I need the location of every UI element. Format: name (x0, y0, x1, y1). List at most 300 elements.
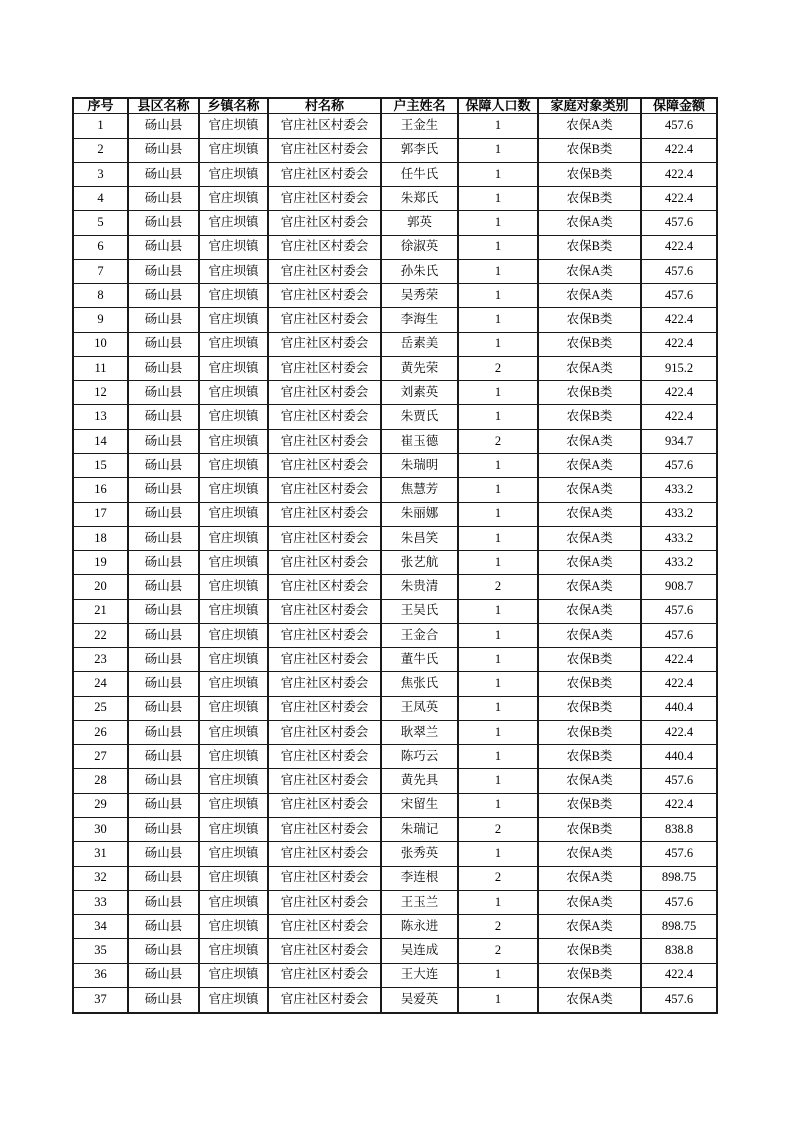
cell-householder: 李海生 (381, 308, 458, 332)
cell-village: 官庄社区村委会 (268, 478, 381, 502)
cell-index: 31 (73, 842, 128, 866)
cell-category: 农保A类 (538, 551, 641, 575)
cell-town: 官庄坝镇 (199, 235, 268, 259)
cell-category: 农保B类 (538, 720, 641, 744)
cell-amount: 422.4 (641, 672, 717, 696)
cell-village: 官庄社区村委会 (268, 672, 381, 696)
cell-town: 官庄坝镇 (199, 381, 268, 405)
cell-amount: 422.4 (641, 187, 717, 211)
cell-town: 官庄坝镇 (199, 818, 268, 842)
cell-amount: 457.6 (641, 890, 717, 914)
cell-householder: 王凤英 (381, 696, 458, 720)
table-row (73, 818, 717, 842)
cell-population: 1 (458, 162, 538, 186)
cell-index: 12 (73, 381, 128, 405)
cell-category: 农保A类 (538, 575, 641, 599)
cell-population: 1 (458, 187, 538, 211)
table-row (73, 769, 717, 793)
cell-population: 1 (458, 648, 538, 672)
cell-category: 农保A类 (538, 987, 641, 1013)
table-row (73, 405, 717, 429)
cell-village: 官庄社区村委会 (268, 429, 381, 453)
cell-town: 官庄坝镇 (199, 890, 268, 914)
cell-index: 4 (73, 187, 128, 211)
table-row (73, 939, 717, 963)
cell-population: 1 (458, 284, 538, 308)
cell-village: 官庄社区村委会 (268, 405, 381, 429)
cell-category: 农保A类 (538, 526, 641, 550)
cell-index: 22 (73, 623, 128, 647)
column-header-householder: 户主姓名 (381, 98, 458, 114)
cell-amount: 838.8 (641, 939, 717, 963)
cell-town: 官庄坝镇 (199, 672, 268, 696)
cell-town: 官庄坝镇 (199, 648, 268, 672)
cell-amount: 433.2 (641, 478, 717, 502)
cell-householder: 王金生 (381, 114, 458, 138)
cell-town: 官庄坝镇 (199, 987, 268, 1013)
cell-town: 官庄坝镇 (199, 720, 268, 744)
cell-amount: 457.6 (641, 623, 717, 647)
cell-category: 农保A类 (538, 284, 641, 308)
cell-population: 1 (458, 405, 538, 429)
cell-householder: 孙朱氏 (381, 259, 458, 283)
column-header-index: 序号 (73, 98, 128, 114)
cell-county: 砀山县 (128, 939, 199, 963)
table-row (73, 745, 717, 769)
cell-index: 23 (73, 648, 128, 672)
cell-amount: 457.6 (641, 211, 717, 235)
table-row (73, 429, 717, 453)
cell-population: 2 (458, 429, 538, 453)
cell-householder: 黄先荣 (381, 356, 458, 380)
cell-town: 官庄坝镇 (199, 308, 268, 332)
column-header-amount: 保障金额 (641, 98, 717, 114)
cell-amount: 422.4 (641, 235, 717, 259)
cell-householder: 王金合 (381, 623, 458, 647)
cell-county: 砀山县 (128, 987, 199, 1013)
cell-amount: 433.2 (641, 551, 717, 575)
cell-population: 1 (458, 793, 538, 817)
cell-population: 1 (458, 211, 538, 235)
cell-category: 农保A类 (538, 599, 641, 623)
cell-householder: 张秀英 (381, 842, 458, 866)
cell-householder: 吴秀荣 (381, 284, 458, 308)
cell-village: 官庄社区村委会 (268, 259, 381, 283)
cell-population: 1 (458, 987, 538, 1013)
cell-village: 官庄社区村委会 (268, 138, 381, 162)
table-row (73, 381, 717, 405)
cell-village: 官庄社区村委会 (268, 211, 381, 235)
cell-amount: 433.2 (641, 526, 717, 550)
cell-population: 2 (458, 915, 538, 939)
cell-amount: 934.7 (641, 429, 717, 453)
table-row (73, 793, 717, 817)
cell-category: 农保B类 (538, 381, 641, 405)
cell-category: 农保B类 (538, 235, 641, 259)
cell-householder: 陈永进 (381, 915, 458, 939)
cell-index: 32 (73, 866, 128, 890)
cell-population: 1 (458, 502, 538, 526)
cell-village: 官庄社区村委会 (268, 575, 381, 599)
cell-index: 11 (73, 356, 128, 380)
table-row (73, 672, 717, 696)
cell-village: 官庄社区村委会 (268, 526, 381, 550)
cell-householder: 焦张氏 (381, 672, 458, 696)
cell-amount: 433.2 (641, 502, 717, 526)
cell-village: 官庄社区村委会 (268, 235, 381, 259)
cell-county: 砀山县 (128, 478, 199, 502)
table-row (73, 720, 717, 744)
cell-amount: 457.6 (641, 114, 717, 138)
cell-index: 26 (73, 720, 128, 744)
cell-amount: 898.75 (641, 915, 717, 939)
cell-householder: 焦慧芳 (381, 478, 458, 502)
cell-county: 砀山县 (128, 866, 199, 890)
cell-householder: 王吴氏 (381, 599, 458, 623)
cell-householder: 朱瑞记 (381, 818, 458, 842)
cell-village: 官庄社区村委会 (268, 623, 381, 647)
cell-index: 5 (73, 211, 128, 235)
cell-town: 官庄坝镇 (199, 866, 268, 890)
cell-village: 官庄社区村委会 (268, 793, 381, 817)
cell-householder: 宋留生 (381, 793, 458, 817)
cell-category: 农保A类 (538, 623, 641, 647)
cell-amount: 422.4 (641, 793, 717, 817)
cell-village: 官庄社区村委会 (268, 162, 381, 186)
cell-householder: 郭英 (381, 211, 458, 235)
cell-town: 官庄坝镇 (199, 939, 268, 963)
cell-amount: 457.6 (641, 454, 717, 478)
table-row (73, 963, 717, 987)
cell-amount: 457.6 (641, 284, 717, 308)
table-row (73, 575, 717, 599)
cell-category: 农保B类 (538, 696, 641, 720)
cell-category: 农保B类 (538, 308, 641, 332)
cell-village: 官庄社区村委会 (268, 696, 381, 720)
table-row (73, 915, 717, 939)
cell-village: 官庄社区村委会 (268, 381, 381, 405)
cell-amount: 457.6 (641, 259, 717, 283)
table-row (73, 356, 717, 380)
cell-town: 官庄坝镇 (199, 284, 268, 308)
cell-village: 官庄社区村委会 (268, 284, 381, 308)
cell-householder: 朱昌笑 (381, 526, 458, 550)
cell-town: 官庄坝镇 (199, 356, 268, 380)
cell-category: 农保B类 (538, 187, 641, 211)
cell-householder: 朱贾氏 (381, 405, 458, 429)
cell-village: 官庄社区村委会 (268, 939, 381, 963)
cell-town: 官庄坝镇 (199, 162, 268, 186)
cell-index: 13 (73, 405, 128, 429)
cell-village: 官庄社区村委会 (268, 454, 381, 478)
cell-county: 砀山县 (128, 356, 199, 380)
cell-householder: 徐淑英 (381, 235, 458, 259)
cell-householder: 任牛氏 (381, 162, 458, 186)
table-row (73, 866, 717, 890)
table-row (73, 138, 717, 162)
cell-village: 官庄社区村委会 (268, 332, 381, 356)
cell-index: 8 (73, 284, 128, 308)
cell-population: 1 (458, 696, 538, 720)
cell-population: 1 (458, 672, 538, 696)
cell-county: 砀山县 (128, 551, 199, 575)
cell-county: 砀山县 (128, 259, 199, 283)
cell-index: 33 (73, 890, 128, 914)
cell-category: 农保A类 (538, 866, 641, 890)
cell-amount: 457.6 (641, 987, 717, 1013)
cell-village: 官庄社区村委会 (268, 963, 381, 987)
cell-index: 1 (73, 114, 128, 138)
cell-index: 7 (73, 259, 128, 283)
cell-village: 官庄社区村委会 (268, 356, 381, 380)
cell-village: 官庄社区村委会 (268, 818, 381, 842)
cell-town: 官庄坝镇 (199, 623, 268, 647)
cell-village: 官庄社区村委会 (268, 915, 381, 939)
cell-town: 官庄坝镇 (199, 599, 268, 623)
cell-town: 官庄坝镇 (199, 429, 268, 453)
cell-amount: 838.8 (641, 818, 717, 842)
cell-amount: 915.2 (641, 356, 717, 380)
cell-householder: 陈巧云 (381, 745, 458, 769)
cell-town: 官庄坝镇 (199, 963, 268, 987)
cell-index: 9 (73, 308, 128, 332)
cell-category: 农保A类 (538, 478, 641, 502)
cell-householder: 黄先具 (381, 769, 458, 793)
table-row (73, 284, 717, 308)
cell-county: 砀山县 (128, 672, 199, 696)
table-row (73, 890, 717, 914)
cell-population: 1 (458, 551, 538, 575)
cell-householder: 吴爱英 (381, 987, 458, 1013)
cell-village: 官庄社区村委会 (268, 890, 381, 914)
cell-town: 官庄坝镇 (199, 114, 268, 138)
cell-village: 官庄社区村委会 (268, 745, 381, 769)
cell-householder: 朱丽娜 (381, 502, 458, 526)
cell-index: 10 (73, 332, 128, 356)
cell-amount: 422.4 (641, 138, 717, 162)
cell-county: 砀山县 (128, 818, 199, 842)
cell-town: 官庄坝镇 (199, 526, 268, 550)
cell-index: 16 (73, 478, 128, 502)
cell-category: 农保B类 (538, 138, 641, 162)
cell-category: 农保A类 (538, 769, 641, 793)
cell-population: 1 (458, 963, 538, 987)
table-row (73, 599, 717, 623)
cell-householder: 李连根 (381, 866, 458, 890)
column-header-category: 家庭对象类别 (538, 98, 641, 114)
table-row (73, 259, 717, 283)
cell-village: 官庄社区村委会 (268, 551, 381, 575)
table-row (73, 162, 717, 186)
cell-index: 2 (73, 138, 128, 162)
cell-town: 官庄坝镇 (199, 551, 268, 575)
cell-index: 36 (73, 963, 128, 987)
cell-county: 砀山县 (128, 162, 199, 186)
cell-population: 1 (458, 138, 538, 162)
cell-category: 农保A类 (538, 211, 641, 235)
cell-index: 25 (73, 696, 128, 720)
table-header-row (73, 98, 717, 114)
table-row (73, 332, 717, 356)
cell-population: 1 (458, 745, 538, 769)
cell-population: 2 (458, 866, 538, 890)
cell-population: 1 (458, 478, 538, 502)
cell-amount: 457.6 (641, 769, 717, 793)
cell-amount: 422.4 (641, 162, 717, 186)
benefits-table (72, 97, 718, 1014)
cell-county: 砀山县 (128, 963, 199, 987)
cell-village: 官庄社区村委会 (268, 769, 381, 793)
cell-county: 砀山县 (128, 235, 199, 259)
cell-category: 农保B类 (538, 162, 641, 186)
cell-category: 农保B类 (538, 963, 641, 987)
column-header-county: 县区名称 (128, 98, 199, 114)
cell-amount: 898.75 (641, 866, 717, 890)
cell-index: 18 (73, 526, 128, 550)
cell-county: 砀山县 (128, 745, 199, 769)
cell-county: 砀山县 (128, 623, 199, 647)
table-body (73, 114, 717, 1013)
cell-population: 1 (458, 526, 538, 550)
cell-village: 官庄社区村委会 (268, 987, 381, 1013)
cell-index: 37 (73, 987, 128, 1013)
cell-index: 15 (73, 454, 128, 478)
cell-index: 3 (73, 162, 128, 186)
column-header-town: 乡镇名称 (199, 98, 268, 114)
cell-county: 砀山县 (128, 454, 199, 478)
cell-population: 1 (458, 235, 538, 259)
table-row (73, 696, 717, 720)
cell-index: 27 (73, 745, 128, 769)
table-row (73, 308, 717, 332)
cell-population: 1 (458, 720, 538, 744)
cell-amount: 908.7 (641, 575, 717, 599)
cell-county: 砀山县 (128, 332, 199, 356)
cell-householder: 朱瑞明 (381, 454, 458, 478)
cell-county: 砀山县 (128, 890, 199, 914)
cell-index: 17 (73, 502, 128, 526)
cell-town: 官庄坝镇 (199, 915, 268, 939)
cell-village: 官庄社区村委会 (268, 308, 381, 332)
cell-householder: 张艺航 (381, 551, 458, 575)
table-row (73, 478, 717, 502)
cell-householder: 王大连 (381, 963, 458, 987)
cell-amount: 422.4 (641, 648, 717, 672)
cell-category: 农保B类 (538, 745, 641, 769)
cell-village: 官庄社区村委会 (268, 648, 381, 672)
cell-category: 农保B类 (538, 793, 641, 817)
cell-category: 农保B类 (538, 405, 641, 429)
cell-index: 19 (73, 551, 128, 575)
cell-town: 官庄坝镇 (199, 696, 268, 720)
cell-county: 砀山县 (128, 381, 199, 405)
cell-population: 1 (458, 259, 538, 283)
cell-amount: 422.4 (641, 963, 717, 987)
cell-householder: 耿翠兰 (381, 720, 458, 744)
cell-town: 官庄坝镇 (199, 211, 268, 235)
cell-category: 农保A类 (538, 114, 641, 138)
column-header-population: 保障人口数 (458, 98, 538, 114)
cell-village: 官庄社区村委会 (268, 720, 381, 744)
cell-county: 砀山县 (128, 720, 199, 744)
cell-amount: 457.6 (641, 599, 717, 623)
cell-town: 官庄坝镇 (199, 454, 268, 478)
cell-town: 官庄坝镇 (199, 332, 268, 356)
table-row (73, 454, 717, 478)
cell-category: 农保B类 (538, 332, 641, 356)
cell-householder: 崔玉德 (381, 429, 458, 453)
table-row (73, 648, 717, 672)
cell-index: 29 (73, 793, 128, 817)
cell-amount: 422.4 (641, 308, 717, 332)
cell-householder: 刘素英 (381, 381, 458, 405)
cell-category: 农保A类 (538, 842, 641, 866)
table-row (73, 114, 717, 138)
cell-county: 砀山县 (128, 284, 199, 308)
cell-town: 官庄坝镇 (199, 793, 268, 817)
cell-householder: 岳素美 (381, 332, 458, 356)
cell-amount: 422.4 (641, 720, 717, 744)
table-row (73, 987, 717, 1013)
cell-population: 2 (458, 939, 538, 963)
cell-town: 官庄坝镇 (199, 187, 268, 211)
cell-householder: 郭李氏 (381, 138, 458, 162)
cell-county: 砀山县 (128, 187, 199, 211)
cell-householder: 吴连成 (381, 939, 458, 963)
cell-town: 官庄坝镇 (199, 769, 268, 793)
cell-index: 28 (73, 769, 128, 793)
cell-population: 2 (458, 818, 538, 842)
cell-town: 官庄坝镇 (199, 138, 268, 162)
cell-amount: 422.4 (641, 381, 717, 405)
cell-amount: 422.4 (641, 405, 717, 429)
cell-county: 砀山县 (128, 648, 199, 672)
cell-county: 砀山县 (128, 502, 199, 526)
cell-category: 农保A类 (538, 356, 641, 380)
cell-town: 官庄坝镇 (199, 502, 268, 526)
cell-village: 官庄社区村委会 (268, 502, 381, 526)
cell-village: 官庄社区村委会 (268, 187, 381, 211)
cell-town: 官庄坝镇 (199, 405, 268, 429)
cell-population: 1 (458, 381, 538, 405)
cell-householder: 董牛氏 (381, 648, 458, 672)
cell-village: 官庄社区村委会 (268, 866, 381, 890)
cell-county: 砀山县 (128, 696, 199, 720)
cell-category: 农保B类 (538, 939, 641, 963)
cell-county: 砀山县 (128, 793, 199, 817)
cell-index: 30 (73, 818, 128, 842)
cell-county: 砀山县 (128, 769, 199, 793)
cell-amount: 440.4 (641, 745, 717, 769)
cell-county: 砀山县 (128, 211, 199, 235)
cell-population: 1 (458, 842, 538, 866)
cell-category: 农保B类 (538, 818, 641, 842)
cell-county: 砀山县 (128, 429, 199, 453)
cell-category: 农保A类 (538, 259, 641, 283)
table-row (73, 502, 717, 526)
cell-population: 1 (458, 308, 538, 332)
table-row (73, 235, 717, 259)
cell-county: 砀山县 (128, 575, 199, 599)
cell-category: 农保B类 (538, 672, 641, 696)
cell-town: 官庄坝镇 (199, 745, 268, 769)
cell-village: 官庄社区村委会 (268, 114, 381, 138)
cell-county: 砀山县 (128, 114, 199, 138)
cell-village: 官庄社区村委会 (268, 599, 381, 623)
cell-county: 砀山县 (128, 308, 199, 332)
cell-population: 1 (458, 623, 538, 647)
cell-population: 1 (458, 769, 538, 793)
